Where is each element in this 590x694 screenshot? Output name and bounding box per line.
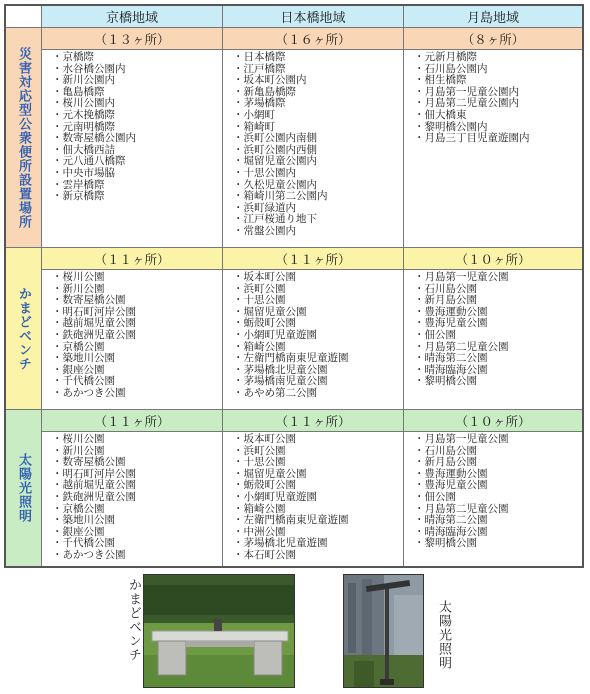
list-bench-kyobashi bbox=[42, 270, 223, 410]
count-solar-tsukishima: （１０ヶ所） bbox=[404, 410, 582, 432]
header-kyobashi: 京橋地域 bbox=[42, 6, 223, 28]
row-label-kamado-bench: かまどベンチ bbox=[6, 248, 42, 410]
list-item: ・ 江戸桜通り地下 bbox=[233, 214, 403, 226]
list-item: ・ 数寄屋橋公園内 bbox=[52, 133, 222, 145]
list-item: ・ 月島第二児童公園内 bbox=[414, 98, 582, 110]
list-item: ・ 左衛門橋南東児童遊園 bbox=[233, 353, 403, 365]
list-item: ・ 鉄砲洲児童公園 bbox=[52, 330, 222, 342]
list-item: ・ 京橋公園 bbox=[52, 342, 222, 354]
list-item: ・ 月島第一児童公園 bbox=[414, 272, 582, 284]
list-item: ・ 越前堀児童公園 bbox=[52, 318, 222, 330]
list-item: ・ 晴海第二公園 bbox=[414, 515, 582, 527]
list-item: ・ 水谷橋公園内 bbox=[52, 64, 222, 76]
list-item: ・ 日本橋際 bbox=[233, 52, 403, 64]
list-item: ・ 晴海第二公園 bbox=[414, 353, 582, 365]
kamado-bench-photo bbox=[143, 574, 295, 688]
list-item: ・ 浜町公園内南側 bbox=[233, 133, 403, 145]
list-item: ・ 常盤公園内 bbox=[233, 226, 403, 238]
list-item: ・ 箱崎公園 bbox=[233, 342, 403, 354]
table-corner bbox=[6, 6, 42, 28]
bench-photo-caption: かまどベンチ bbox=[126, 578, 141, 662]
list-item: ・ 石川島公園 bbox=[414, 284, 582, 296]
count-bench-tsukishima: （１０ヶ所） bbox=[404, 248, 582, 270]
list-item: ・ 越前堀児童公園 bbox=[52, 480, 222, 492]
list-item: ・ 坂本町公園内 bbox=[233, 75, 403, 87]
list-item: ・ 明石町河岸公園 bbox=[52, 469, 222, 481]
list-item: ・ 月島三丁目児童遊園内 bbox=[414, 133, 582, 145]
list-solar-nihonbashi bbox=[223, 432, 404, 566]
facility-table bbox=[4, 4, 584, 568]
list-item: ・ 亀島橋際 bbox=[52, 87, 222, 99]
list-item: ・ 小網町児童遊園 bbox=[233, 492, 403, 504]
header-nihonbashi: 日本橋地域 bbox=[223, 6, 404, 28]
list-item: ・ 桜川公園 bbox=[52, 434, 222, 446]
list-solar-kyobashi bbox=[42, 432, 223, 566]
list-item: ・ 箱崎公園 bbox=[233, 504, 403, 516]
list-item: ・ 堀留児童公園内 bbox=[233, 156, 403, 168]
list-item: ・ 小網町児童遊園 bbox=[233, 330, 403, 342]
list-item: ・ あかつき公園 bbox=[52, 388, 222, 400]
count-solar-nihonbashi: （１１ヶ所） bbox=[223, 410, 404, 432]
list-item: ・ 茅場橋北児童公園 bbox=[233, 365, 403, 377]
list-item: ・ 豊海児童公園 bbox=[414, 480, 582, 492]
header-tsukishima: 月島地域 bbox=[404, 6, 582, 28]
list-item: ・ 蛎殻町公園 bbox=[233, 318, 403, 330]
list-item: ・ 新川公園 bbox=[52, 284, 222, 296]
list-item: ・ 晴海臨海公園 bbox=[414, 365, 582, 377]
list-item: ・ 石川島公園 bbox=[414, 446, 582, 458]
list-item: ・ 浜町公園 bbox=[233, 446, 403, 458]
list-item: ・ 新亀島橋際 bbox=[233, 87, 403, 99]
list-item: ・ 十思公園 bbox=[233, 457, 403, 469]
list-item: ・ 茅場橋南児童公園 bbox=[233, 376, 403, 388]
solar-light-photo bbox=[343, 574, 424, 688]
list-item: ・ 左衛門橋南東児童遊園 bbox=[233, 515, 403, 527]
kamado-bench-illustration bbox=[144, 575, 295, 688]
list-item: ・ 黎明橋公園 bbox=[414, 376, 582, 388]
list-bench-tsukishima bbox=[404, 270, 582, 410]
list-item: ・ 新月島公園 bbox=[414, 457, 582, 469]
list-bench-nihonbashi bbox=[223, 270, 404, 410]
list-item: ・ 相生橋際 bbox=[414, 75, 582, 87]
list-toilets-kyobashi bbox=[42, 50, 223, 248]
list-item: ・ 佃公園 bbox=[414, 492, 582, 504]
list-item: ・ 石川島公園内 bbox=[414, 64, 582, 76]
list-item: ・ 月島第一児童公園内 bbox=[414, 87, 582, 99]
list-item: ・ 中央市場脇 bbox=[52, 168, 222, 180]
light-photo-caption: 太陽光照明 bbox=[436, 600, 451, 670]
count-bench-kyobashi: （１１ヶ所） bbox=[42, 248, 223, 270]
list-item: ・ 銀座公園 bbox=[52, 365, 222, 377]
list-item: ・ 佃大橋西詰 bbox=[52, 145, 222, 157]
list-item: ・ 浜町公園 bbox=[233, 284, 403, 296]
count-toilets-nihonbashi: （１６ヶ所） bbox=[223, 28, 404, 50]
list-item: ・ 佃公園 bbox=[414, 330, 582, 342]
list-item: ・ 月島第二児童公園 bbox=[414, 342, 582, 354]
count-solar-kyobashi: （１１ヶ所） bbox=[42, 410, 223, 432]
list-item: ・ 新川公園内 bbox=[52, 75, 222, 87]
list-item: ・ 小網町 bbox=[233, 110, 403, 122]
list-item: ・ 月島第一児童公園 bbox=[414, 434, 582, 446]
list-item: ・ 十思公園内 bbox=[233, 168, 403, 180]
list-item: ・ 豊海児童公園 bbox=[414, 318, 582, 330]
count-toilets-kyobashi: （１３ヶ所） bbox=[42, 28, 223, 50]
list-item: ・ 黎明橋公園内 bbox=[414, 122, 582, 134]
list-item: ・ 堀留児童公園 bbox=[233, 307, 403, 319]
list-item: ・ 京橋際 bbox=[52, 52, 222, 64]
list-item: ・ 坂本町公園 bbox=[233, 272, 403, 284]
list-item: ・ 千代橋公園 bbox=[52, 538, 222, 550]
list-item: ・ あかつき公園 bbox=[52, 550, 222, 562]
count-toilets-tsukishima: （８ヶ所） bbox=[404, 28, 582, 50]
list-item: ・ 蛎殻町公園 bbox=[233, 480, 403, 492]
list-item: ・ 明石町河岸公園 bbox=[52, 307, 222, 319]
list-item: ・ 鉄砲洲児童公園 bbox=[52, 492, 222, 504]
list-item: ・ 銀座公園 bbox=[52, 527, 222, 539]
list-item: ・ 江戸橋際 bbox=[233, 64, 403, 76]
list-item: ・ 雲岸橋際 bbox=[52, 180, 222, 192]
list-item: ・ 数寄屋橋公園 bbox=[52, 295, 222, 307]
list-item: ・ 新京橋際 bbox=[52, 191, 222, 203]
list-toilets-tsukishima bbox=[404, 50, 582, 248]
row-label-solar-light: 太陽光照明 bbox=[6, 410, 42, 566]
solar-light-illustration bbox=[344, 575, 424, 688]
list-item: ・ 数寄屋橋公園 bbox=[52, 457, 222, 469]
list-item: ・ 千代橋公園 bbox=[52, 376, 222, 388]
list-item: ・ 茅場橋際 bbox=[233, 98, 403, 110]
list-item: ・ 箱崎川第二公園内 bbox=[233, 191, 403, 203]
list-item: ・ 本石町公園 bbox=[233, 550, 403, 562]
list-item: ・ 月島第二児童公園 bbox=[414, 504, 582, 516]
list-item: ・ 浜町公園内西側 bbox=[233, 145, 403, 157]
list-item: ・ 新川公園 bbox=[52, 446, 222, 458]
list-item: ・ 茅場橋北児童遊園 bbox=[233, 538, 403, 550]
list-item: ・ 豊海運動公園 bbox=[414, 307, 582, 319]
list-item: ・ 桜川公園内 bbox=[52, 98, 222, 110]
list-item: ・ 桜川公園 bbox=[52, 272, 222, 284]
count-bench-nihonbashi: （１１ヶ所） bbox=[223, 248, 404, 270]
list-item: ・ 豊海運動公園 bbox=[414, 469, 582, 481]
list-item: ・ 箱崎町 bbox=[233, 122, 403, 134]
list-item: ・ あやめ第二公園 bbox=[233, 388, 403, 400]
list-item: ・ 元八通八橋際 bbox=[52, 156, 222, 168]
list-item: ・ 久松児童公園内 bbox=[233, 180, 403, 192]
list-item: ・ 元南明橋際 bbox=[52, 122, 222, 134]
list-item: ・ 元新月橋際 bbox=[414, 52, 582, 64]
list-item: ・ 堀留児童公園 bbox=[233, 469, 403, 481]
list-item: ・ 京橋公園 bbox=[52, 504, 222, 516]
list-item: ・ 築地川公園 bbox=[52, 353, 222, 365]
list-item: ・ 浜町緑道内 bbox=[233, 203, 403, 215]
list-item: ・ 中洲公園 bbox=[233, 527, 403, 539]
list-item: ・ 佃大橋東 bbox=[414, 110, 582, 122]
row-label-toilets: 災害対応型公衆便所設置場所 bbox=[6, 28, 42, 248]
list-item: ・ 十思公園 bbox=[233, 295, 403, 307]
list-item: ・ 黎明橋公園 bbox=[414, 538, 582, 550]
list-item: ・ 坂本町公園 bbox=[233, 434, 403, 446]
list-toilets-nihonbashi bbox=[223, 50, 404, 248]
list-item: ・ 晴海臨海公園 bbox=[414, 527, 582, 539]
list-solar-tsukishima bbox=[404, 432, 582, 566]
list-item: ・ 元木挽橋際 bbox=[52, 110, 222, 122]
list-item: ・ 築地川公園 bbox=[52, 515, 222, 527]
list-item: ・ 新月島公園 bbox=[414, 295, 582, 307]
